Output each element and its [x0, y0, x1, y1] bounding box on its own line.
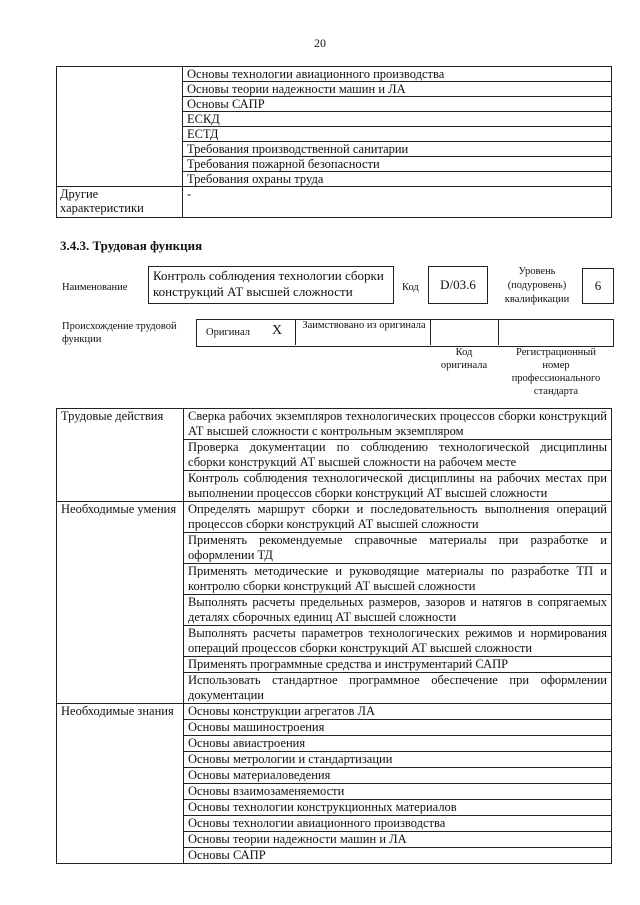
empty-label-cell — [57, 67, 183, 187]
action-item: Проверка документации по соблюдению технологической дисциплины сборки конструкций АТ высшей сложности на рабочем месте — [184, 440, 612, 471]
skill-item: Выполнять расчеты параметров технологических режимов и нормирования операций процессов сборки конструкций АТ высшей сложности — [184, 626, 612, 657]
knowledge-item: Основы машиностроения — [184, 720, 612, 736]
knowledge-item: Основы теории надежности машин и ЛА — [183, 82, 612, 97]
knowledge-item: Требования производственной санитарии — [183, 142, 612, 157]
knowledge-continuation-table — [56, 66, 612, 218]
function-name: Контроль соблюдения технологии сборки конструкций АТ высшей сложности — [153, 268, 384, 299]
borrowed-label: Заимствовано из оригинала — [302, 320, 426, 331]
knowledge-item: Требования пожарной безопасности — [183, 157, 612, 172]
original-mark: X — [272, 323, 283, 338]
knowledge-item: Основы взаимозаменяемости — [184, 784, 612, 800]
knowledge-item: ЕСТД — [183, 127, 612, 142]
other-characteristics-value: - — [183, 187, 612, 218]
knowledge-item: Основы метрологии и стандартизации — [184, 752, 612, 768]
knowledge-item: ЕСКД — [183, 112, 612, 127]
name-box — [148, 266, 394, 304]
knowledge-item: Основы авиастроения — [184, 736, 612, 752]
skill-item: Применять рекомендуемые справочные материалы при разработке и оформлении ТД — [184, 533, 612, 564]
knowledge-item: Основы конструкции агрегатов ЛА — [184, 704, 612, 720]
code-value: D/03.6 — [440, 277, 476, 292]
actions-label: Трудовые действия — [57, 409, 184, 502]
labor-function-table — [56, 408, 612, 864]
knowledge-item: Требования охраны труда — [183, 172, 612, 187]
knowledge-item: Основы технологии авиационного производства — [183, 67, 612, 82]
divider — [498, 319, 499, 345]
knowledge-item: Основы материаловедения — [184, 768, 612, 784]
level-box — [582, 268, 614, 304]
divider — [295, 319, 296, 345]
divider — [430, 319, 431, 345]
section-title: 3.4.3. Трудовая функция — [60, 238, 203, 253]
table-row — [57, 187, 612, 218]
page-number: 20 — [314, 36, 326, 50]
code-label: Код — [402, 282, 419, 293]
origin-label: Происхождение трудовой функции — [62, 321, 177, 345]
table-row — [57, 67, 612, 82]
skill-item: Определять маршрут сборки и последовательность выполнения операций процессов сборки конструкций АТ высшей сложности — [184, 502, 612, 533]
knowledge-item: Основы технологии авиационного производства — [184, 816, 612, 832]
code-box — [428, 266, 488, 304]
table-row — [57, 409, 612, 440]
knowledge-item: Основы теории надежности машин и ЛА — [184, 832, 612, 848]
knowledge-item: Основы САПР — [183, 97, 612, 112]
origin-code-label: Код оригинала — [440, 347, 488, 371]
skill-item: Выполнять расчеты предельных размеров, зазоров и натягов в сопрягаемых деталях сборочных единиц АТ высшей сложности — [184, 595, 612, 626]
table-row — [57, 704, 612, 720]
name-label: Наименование — [62, 282, 128, 293]
action-item: Контроль соблюдения технологической дисциплины на рабочих местах при выполнении процессов сборки конструкций АТ высшей сложности — [184, 471, 612, 502]
skill-item: Применять программные средства и инструментарий САПР — [184, 657, 612, 673]
knowledge-label: Необходимые знания — [57, 704, 184, 864]
skill-item: Использовать стандартное программное обеспечение при оформлении документации — [184, 673, 612, 704]
level-value: 6 — [594, 278, 602, 293]
level-label: Уровень (подуровень) квалификации — [504, 266, 570, 305]
original-label: Оригинал — [206, 327, 250, 338]
knowledge-item: Основы технологии конструкционных материалов — [184, 800, 612, 816]
table-row — [57, 502, 612, 533]
skills-label: Необходимые умения — [57, 502, 184, 704]
knowledge-item: Основы САПР — [184, 848, 612, 864]
action-item: Сверка рабочих экземпляров технологических процессов сборки конструкций АТ высшей сложности с контрольным экземпляром — [184, 409, 612, 440]
other-characteristics-label: Другие характеристики — [57, 187, 183, 218]
reg-number-label: Регистрационный номер профессионального стандарта — [511, 347, 601, 397]
skill-item: Применять методические и руководящие материалы по разработке ТП и контролю сборки конструкций АТ высшей сложности — [184, 564, 612, 595]
